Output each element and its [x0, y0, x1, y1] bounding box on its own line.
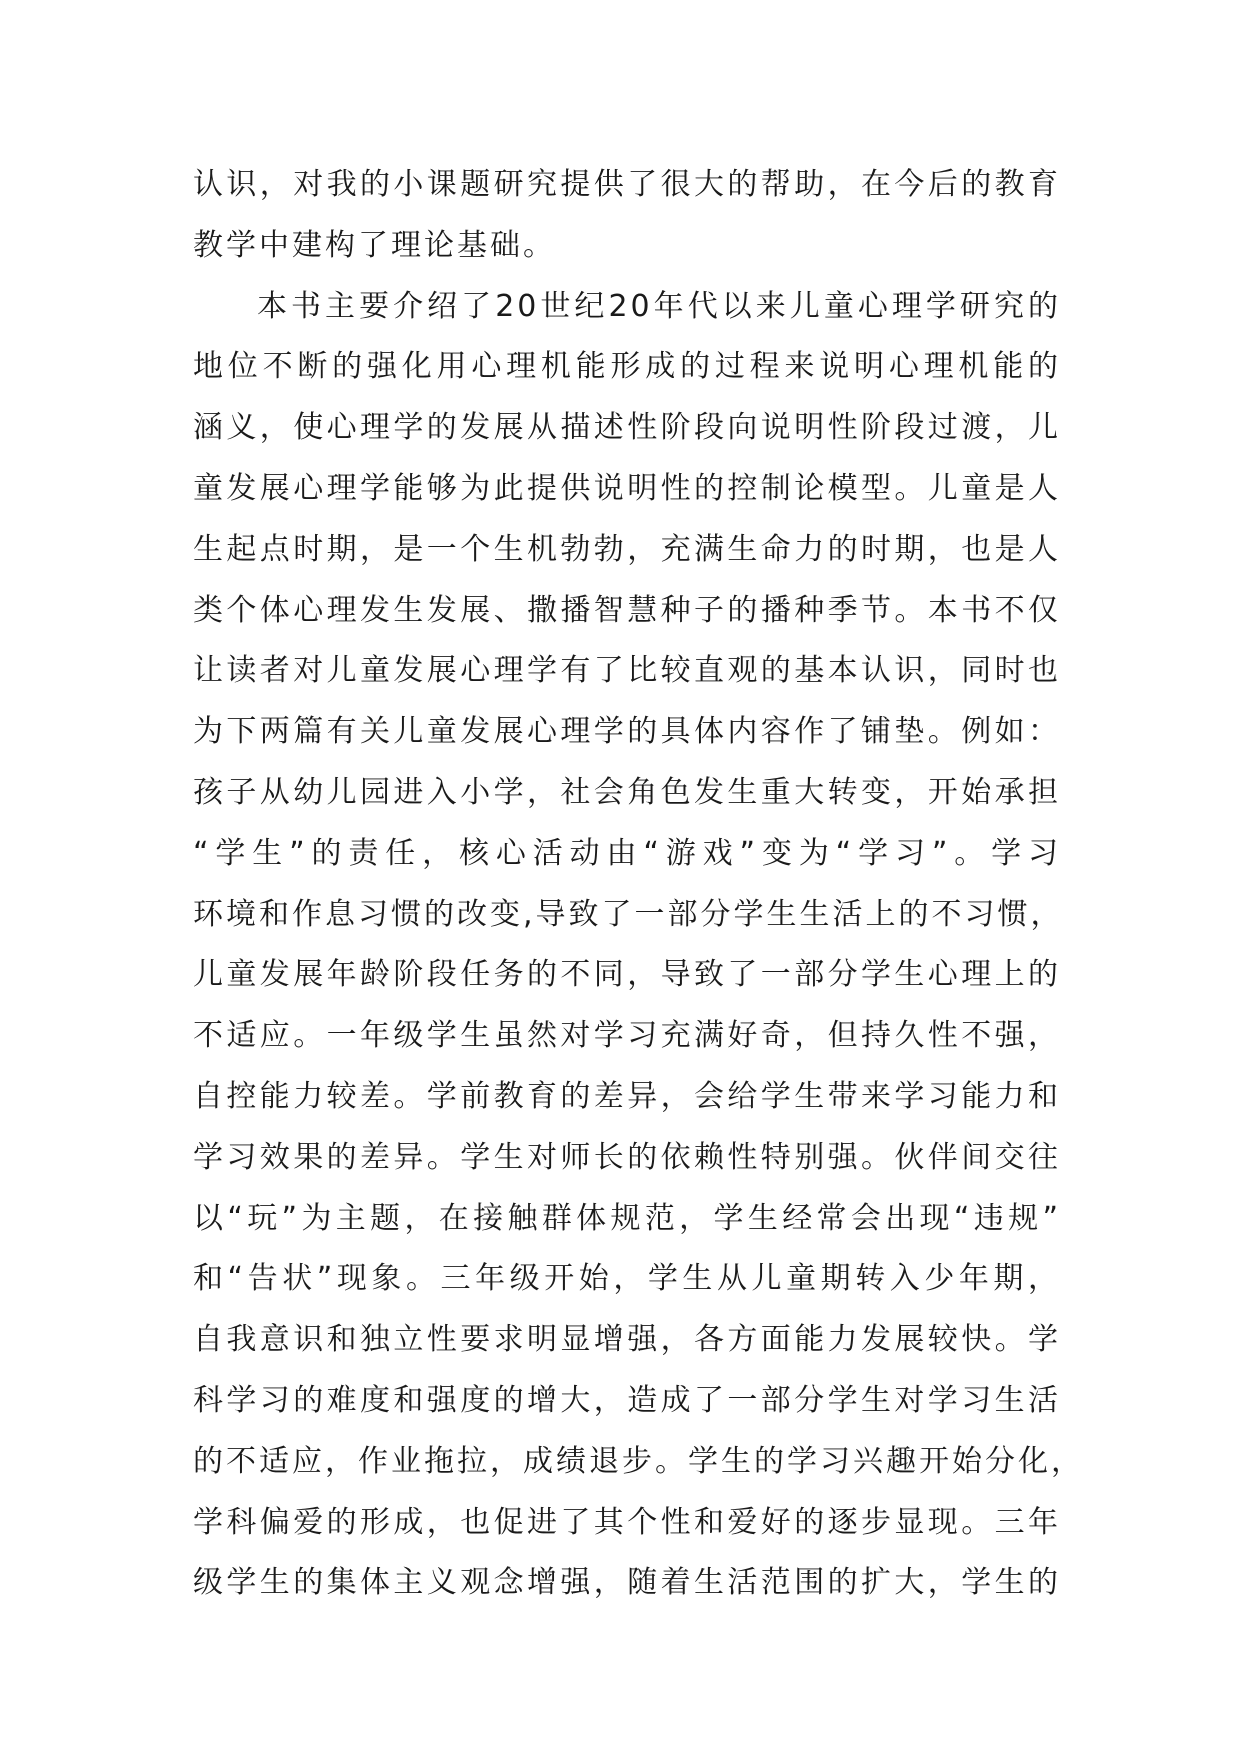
body-text — [193, 155, 1084, 1614]
text-line: 让读者对儿童发展心理学有了比较直观的基本认识，同时也 — [193, 653, 1061, 689]
text-line: 学习效果的差异。学生对师长的依赖性特别强。伙伴间交往 — [193, 1139, 1061, 1175]
text-line: 类个体心理发生发展、撒播智慧种子的播种季节。本书不仅 — [193, 592, 1061, 628]
text-line: 为下两篇有关儿童发展心理学的具体内容作了铺垫。例如： — [193, 714, 1061, 750]
text-line: 不适应。一年级学生虽然对学习充满好奇，但持久性不强， — [193, 1018, 1061, 1054]
text-line: 自控能力较差。学前教育的差异，会给学生带来学习能力和 — [193, 1078, 1061, 1114]
text-line: 环境和作息习惯的改变,导致了一部分学生生活上的不习惯， — [193, 896, 1064, 932]
text-line: 的不适应，作业拖拉，成绩退步。学生的学习兴趣开始分化， — [193, 1443, 1084, 1479]
text-line: 和“告状”现象。三年级开始，学生从儿童期转入少年期， — [193, 1261, 1061, 1297]
text-line: 孩子从幼儿园进入小学，社会角色发生重大转变，开始承担 — [193, 774, 1061, 810]
text-line: “学生”的责任，核心活动由“游戏”变为“学习”。学习 — [193, 835, 1061, 871]
text-line: 儿童发展年龄阶段任务的不同，导致了一部分学生心理上的 — [193, 957, 1061, 993]
text-line: 以“玩”为主题，在接触群体规范，学生经常会出现“违规” — [193, 1200, 1061, 1236]
text-line: 学科偏爱的形成，也促进了其个性和爱好的逐步显现。三年 — [193, 1504, 1061, 1540]
text-line: 涵义，使心理学的发展从描述性阶段向说明性阶段过渡，儿 — [193, 410, 1061, 446]
text-line: 自我意识和独立性要求明显增强，各方面能力发展较快。学 — [193, 1322, 1061, 1358]
text-line: 科学习的难度和强度的增大，造成了一部分学生对学习生活 — [193, 1382, 1061, 1418]
text-line: 地位不断的强化用心理机能形成的过程来说明心理机能的 — [193, 349, 1061, 385]
text-line: 本书主要介绍了20世纪20年代以来儿童心理学研究的 — [257, 288, 1061, 324]
text-line: 童发展心理学能够为此提供说明性的控制论模型。儿童是人 — [193, 470, 1061, 506]
text-line: 级学生的集体主义观念增强，随着生活范围的扩大，学生的 — [193, 1565, 1061, 1601]
text-line: 教学中建构了理论基础。 — [193, 227, 556, 263]
text-line: 生起点时期，是一个生机勃勃，充满生命力的时期，也是人 — [193, 531, 1061, 567]
text-line: 认识，对我的小课题研究提供了很大的帮助，在今后的教育 — [193, 167, 1061, 202]
